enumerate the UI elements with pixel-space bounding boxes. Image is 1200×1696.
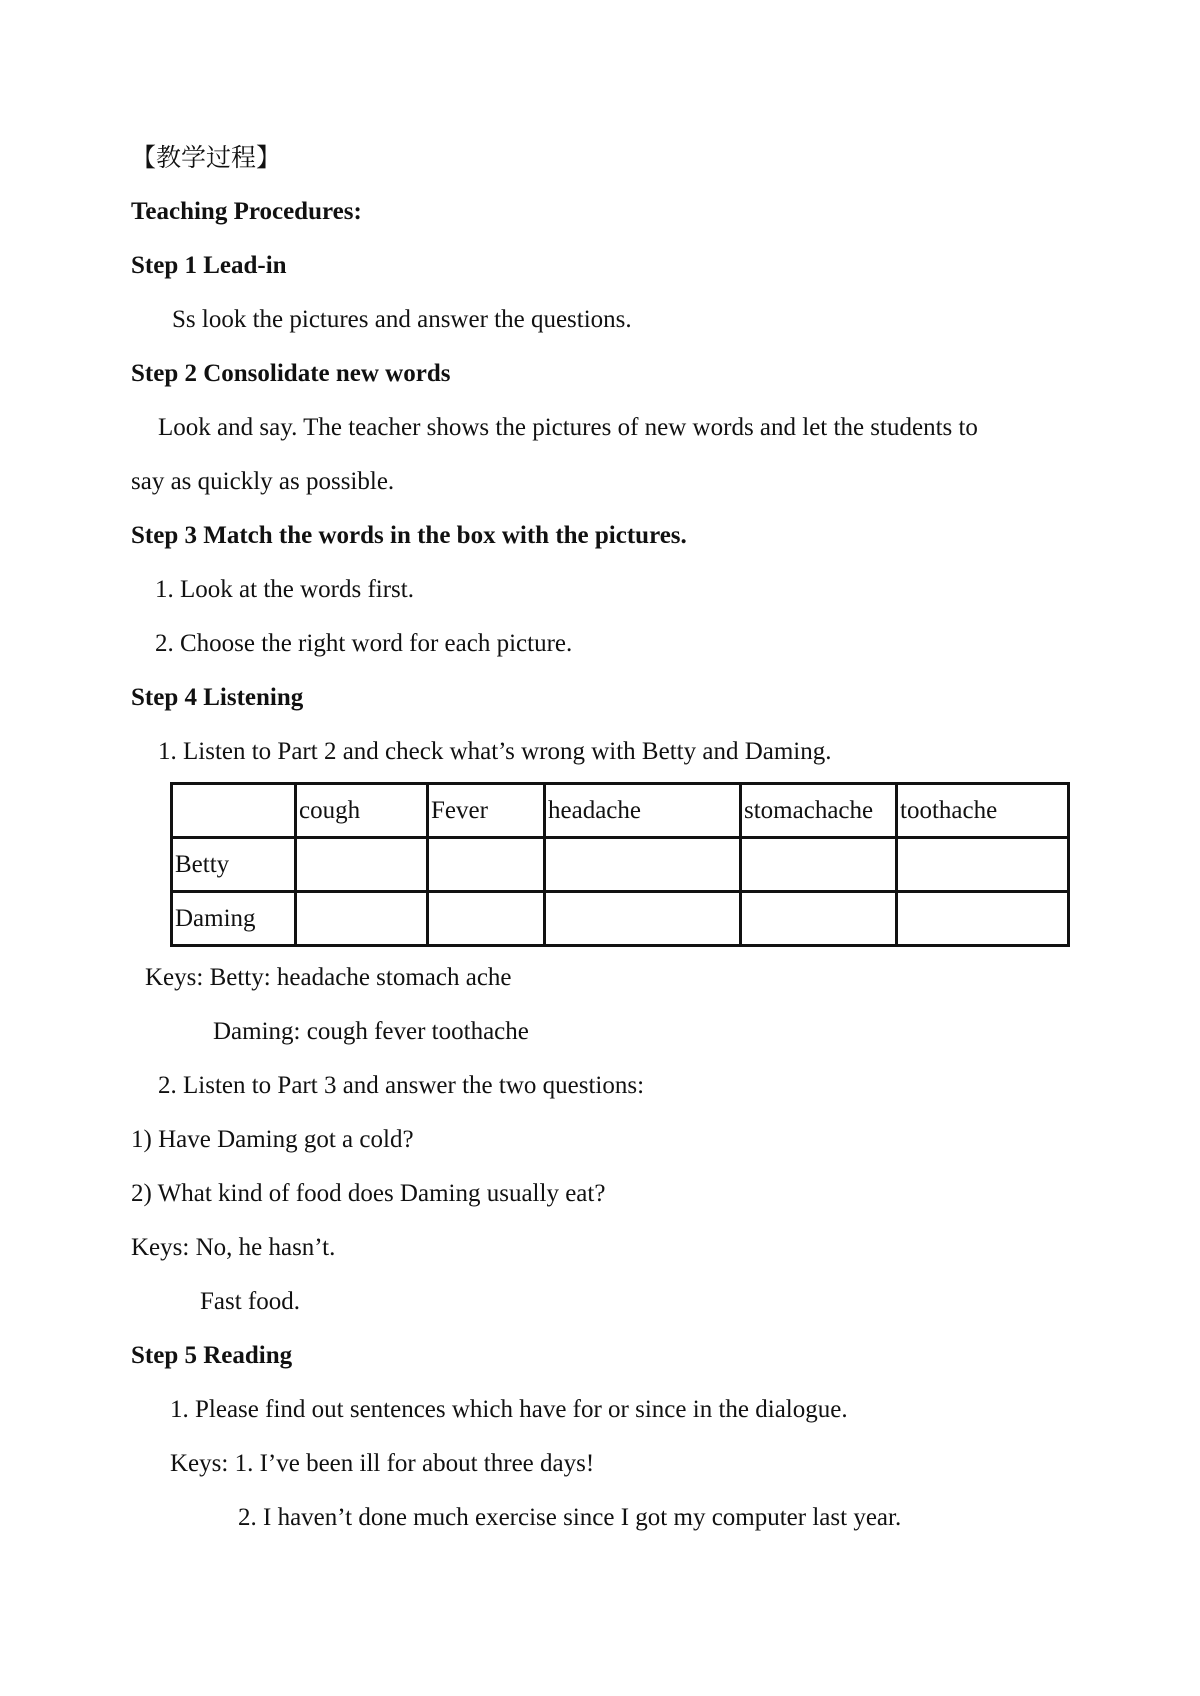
step4-task1: 1. Listen to Part 2 and check what’s wrong with Betty and Daming. <box>158 738 832 765</box>
table-header-cell: Fever <box>428 784 545 838</box>
table-cell <box>428 892 545 946</box>
table-cell <box>296 892 428 946</box>
step2-text-line2: say as quickly as possible. <box>131 468 395 495</box>
step5-title: Step 5 Reading <box>131 1342 293 1369</box>
row-name-cell: Betty <box>172 838 296 892</box>
table-cell <box>428 838 545 892</box>
step5-keys-line2: 2. I haven’t done much exercise since I got my computer last year. <box>238 1504 902 1531</box>
table-header-cell <box>172 784 296 838</box>
teaching-procedures-heading: Teaching Procedures: <box>131 198 362 225</box>
table-header-cell: cough <box>296 784 428 838</box>
step4-question-2: 2) What kind of food does Daming usually eat? <box>131 1180 606 1207</box>
step3-item-1: 1. Look at the words first. <box>155 576 414 603</box>
table-cell <box>545 838 741 892</box>
step5-keys-line1: Keys: 1. I’ve been ill for about three days! <box>170 1450 595 1477</box>
table-header-cell: headache <box>545 784 741 838</box>
table-cell <box>897 892 1069 946</box>
table-cell <box>897 838 1069 892</box>
step4-keys1-line1: Keys: Betty: headache stomach ache <box>145 964 512 991</box>
table-header-cell: stomachache <box>741 784 897 838</box>
symptom-check-table <box>170 782 1070 947</box>
row-name-cell: Daming <box>172 892 296 946</box>
step3-title: Step 3 Match the words in the box with the pictures. <box>131 522 687 549</box>
step4-question-1: 1) Have Daming got a cold? <box>131 1126 414 1153</box>
table-cell <box>545 892 741 946</box>
step4-keys2-line2: Fast food. <box>200 1288 300 1315</box>
table-cell <box>741 892 897 946</box>
step4-keys2-line1: Keys: No, he hasn’t. <box>131 1234 336 1261</box>
step4-keys1-line2: Daming: cough fever toothache <box>213 1018 529 1045</box>
step1-title: Step 1 Lead-in <box>131 252 287 279</box>
step4-title: Step 4 Listening <box>131 684 304 711</box>
table-row <box>172 838 1069 892</box>
section-title: 【教学过程】 <box>131 143 282 172</box>
table-cell <box>741 838 897 892</box>
step4-task2: 2. Listen to Part 3 and answer the two questions: <box>158 1072 645 1099</box>
table-cell <box>296 838 428 892</box>
step5-task1: 1. Please find out sentences which have for or since in the dialogue. <box>170 1396 848 1423</box>
step2-text-line1: Look and say. The teacher shows the pictures of new words and let the students to <box>158 414 978 441</box>
table-header-cell: toothache <box>897 784 1069 838</box>
table-header-row <box>172 784 1069 838</box>
step3-item-2: 2. Choose the right word for each picture. <box>155 630 573 657</box>
step1-text: Ss look the pictures and answer the questions. <box>172 306 632 333</box>
table-row <box>172 892 1069 946</box>
step2-title: Step 2 Consolidate new words <box>131 360 451 387</box>
